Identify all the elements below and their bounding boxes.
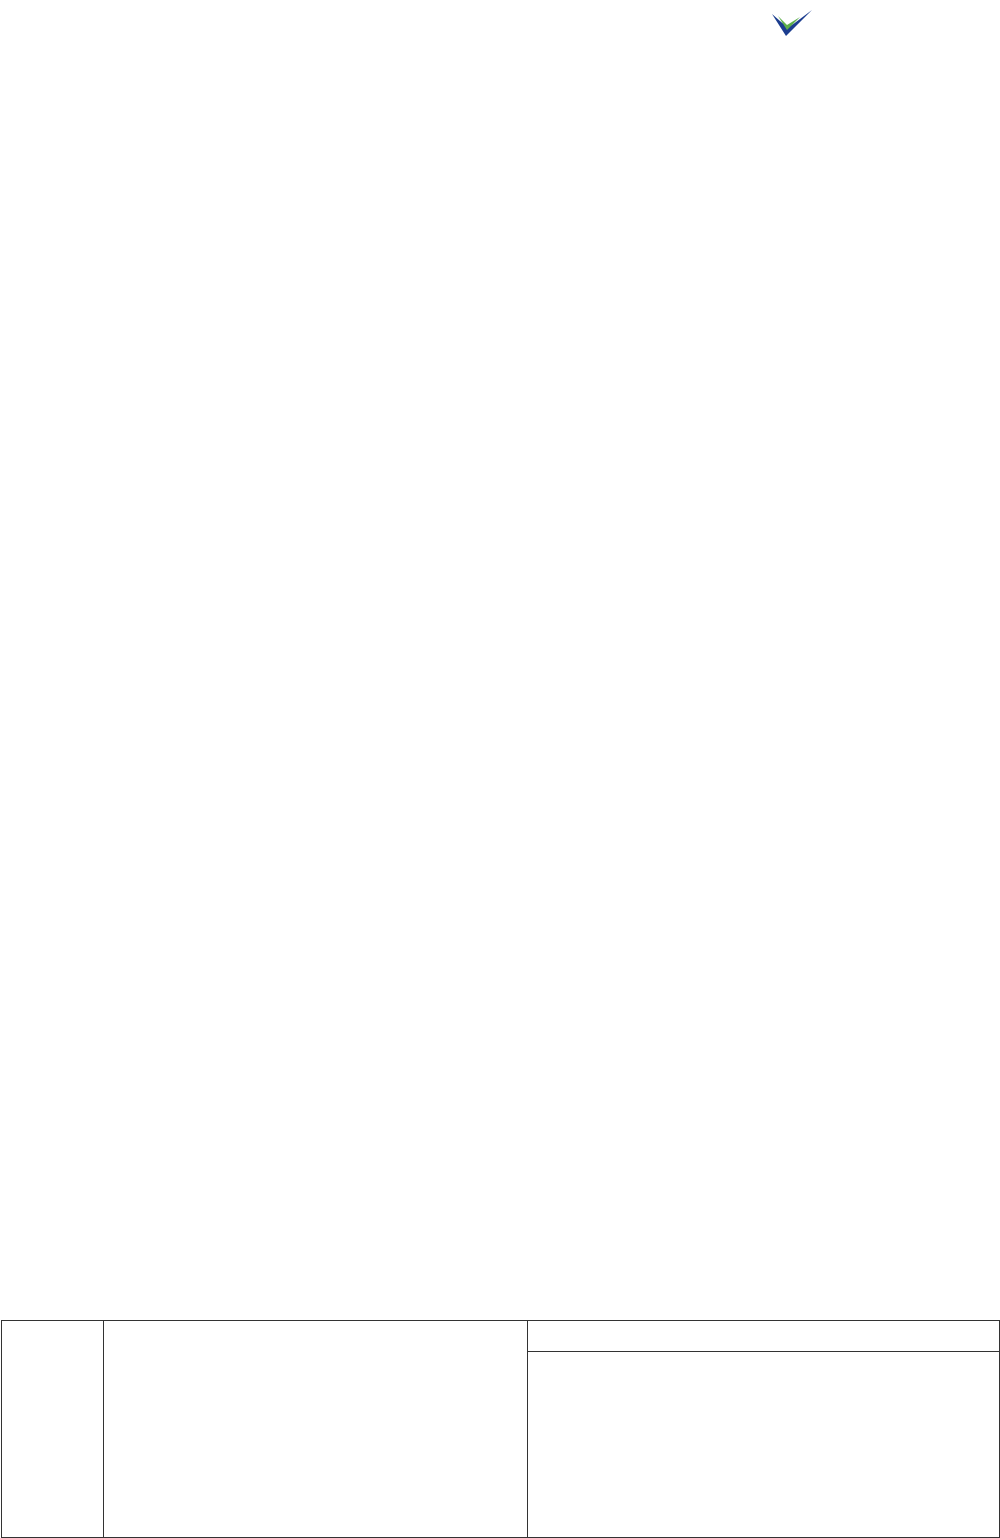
remarks-table bbox=[1, 1320, 1000, 1538]
page-header bbox=[0, 0, 1000, 42]
remarks-right bbox=[528, 1321, 1000, 1538]
er-hours bbox=[528, 1465, 999, 1482]
remarks-label bbox=[2, 1321, 104, 1538]
remarks-divider bbox=[528, 1351, 999, 1352]
remarks-left bbox=[104, 1321, 528, 1538]
logo-check-icon bbox=[770, 8, 814, 38]
hospital-logo bbox=[770, 6, 920, 40]
outside-clinic-title bbox=[528, 1322, 999, 1339]
os-note bbox=[528, 1356, 999, 1373]
